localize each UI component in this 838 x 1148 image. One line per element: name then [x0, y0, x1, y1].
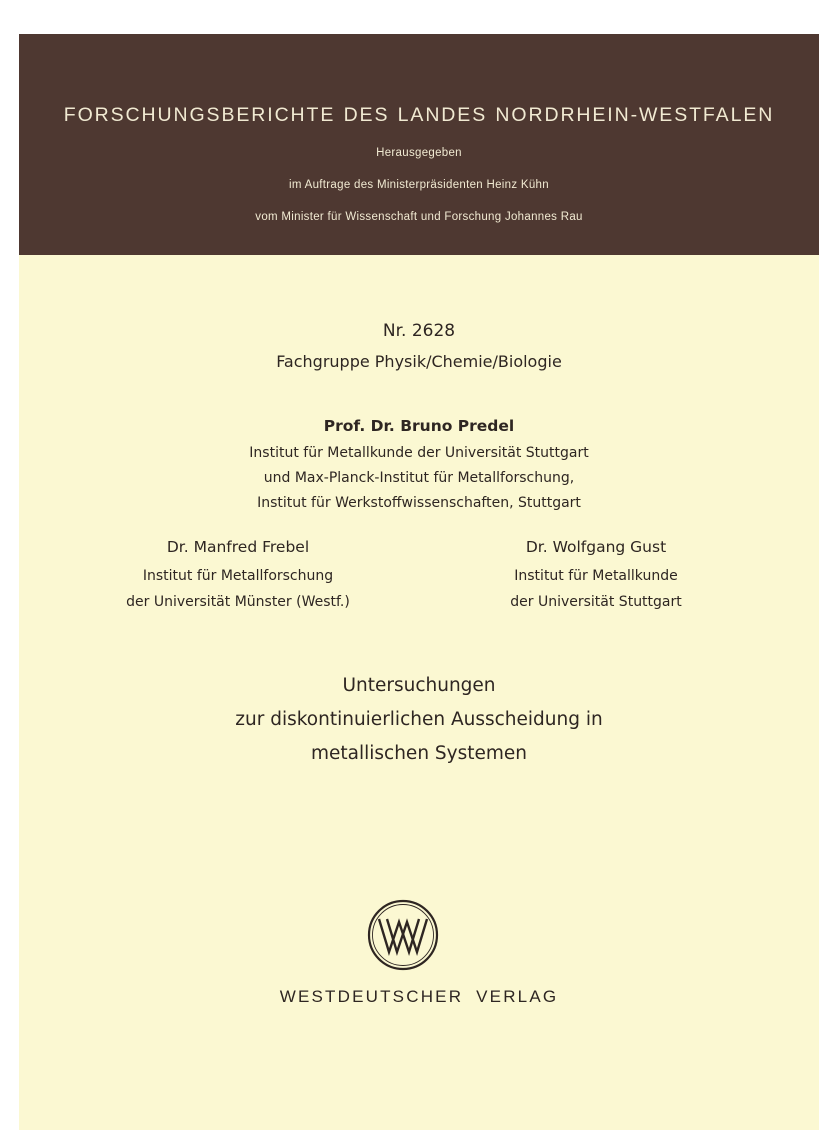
editor-line-1: Herausgegeben — [376, 147, 462, 159]
main-author-institution-3: Institut für Werkstoffwissenschaften, Stuttgart — [257, 495, 581, 511]
subject-group: Fachgruppe Physik/Chemie/Biologie — [276, 352, 562, 371]
coauthor-2-name: Dr. Wolfgang Gust — [525, 538, 667, 556]
publisher-name: WESTDEUTSCHER VERLAG — [279, 987, 559, 1006]
coauthor-2-institution-2: der Universität Stuttgart — [510, 594, 682, 610]
report-number: Nr. 2628 — [382, 321, 456, 341]
coauthor-1-name: Dr. Manfred Frebel — [166, 538, 310, 556]
coauthor-1-institution-2: der Universität Münster (Westf.) — [126, 594, 350, 610]
book-title-line-2: zur diskontinuierlichen Ausscheidung in — [235, 709, 603, 730]
editor-line-2: im Auftrage des Ministerpräsidenten Heinz Kühn — [289, 179, 549, 191]
book-title-line-1: Untersuchungen — [342, 675, 496, 696]
publisher-logo-icon — [366, 898, 440, 972]
coauthor-1-institution-1: Institut für Metallforschung — [142, 568, 334, 584]
main-author-name: Prof. Dr. Bruno Predel — [323, 417, 515, 435]
editor-line-3: vom Minister für Wissenschaft und Forschung Johannes Rau — [255, 211, 583, 223]
main-author-institution-2: und Max-Planck-Institut für Metallforschung, — [263, 470, 575, 486]
main-author-institution-1: Institut für Metallkunde der Universität Stuttgart — [249, 445, 589, 461]
coauthor-2-institution-1: Institut für Metallkunde — [514, 568, 678, 584]
header-band — [19, 34, 819, 255]
series-title: FORSCHUNGSBERICHTE DES LANDES NORDRHEIN-WESTFALEN — [63, 104, 775, 126]
book-title-line-3: metallischen Systemen — [310, 743, 528, 764]
book-cover — [19, 34, 819, 1130]
